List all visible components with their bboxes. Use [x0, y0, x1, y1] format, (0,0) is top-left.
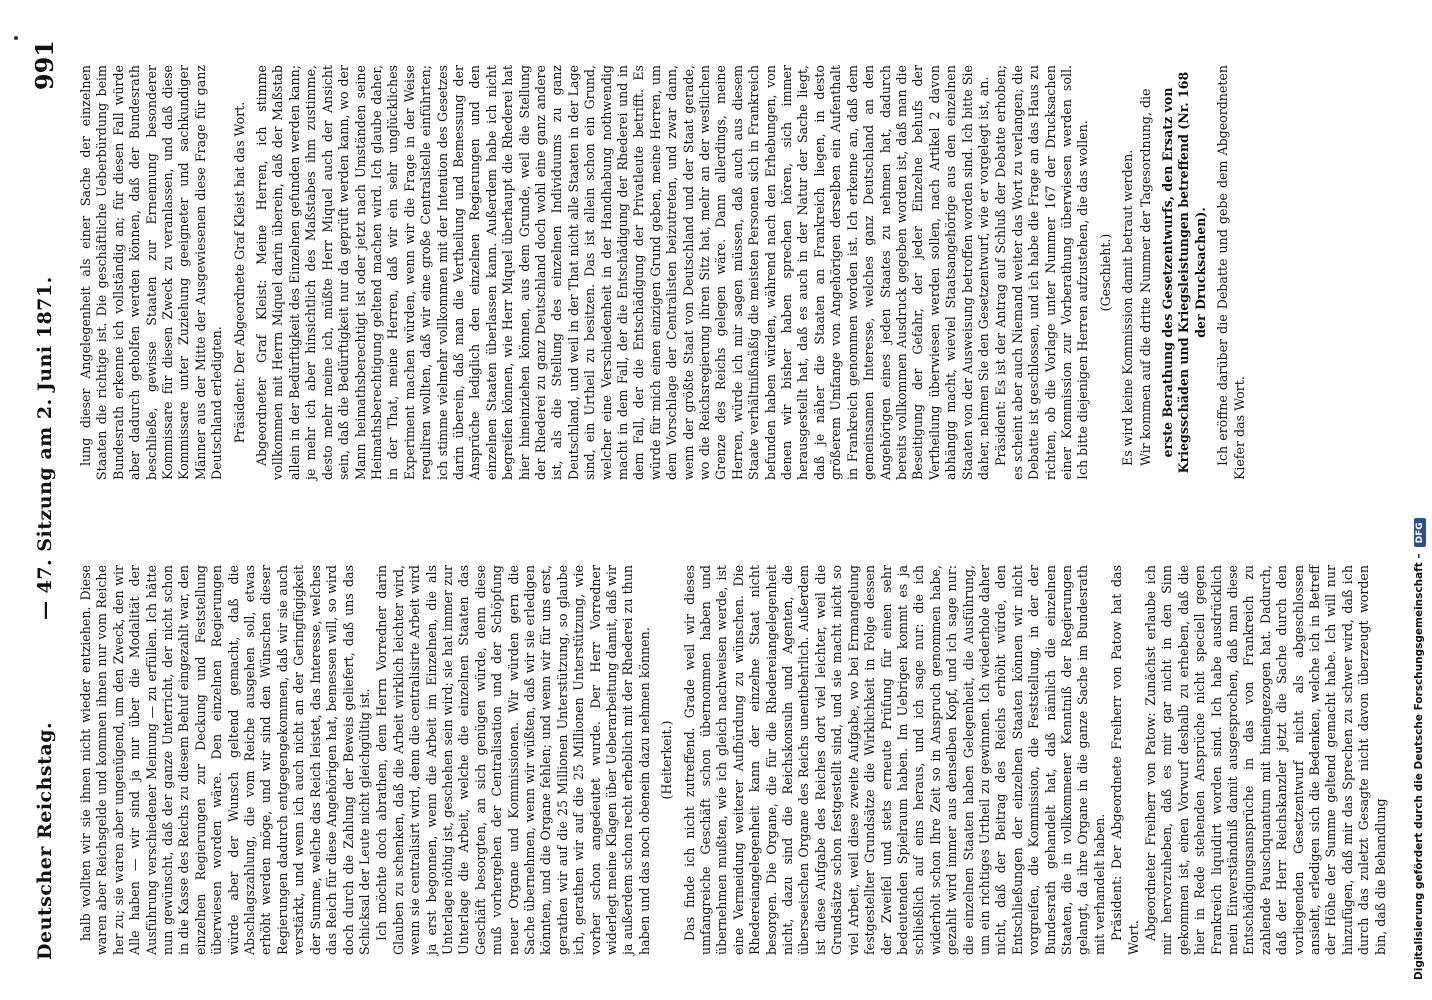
page-header [28, 40, 68, 960]
header-session: — 47. Sitzung am 2. Juni 1871. [34, 276, 56, 620]
paragraph: Ich eröffne darüber die Debatte und gebe dem Abgeordneten Kiefer das Wort. [1215, 65, 1247, 480]
paragraph-speaker: Präsident: Der Abgeordnete Graf Kleist hat das Wort. [231, 101, 247, 444]
paragraph: Ich möchte doch abrathen, dem Herrn Vorredner darin Glauben zu schenken, daß die Arbeit wirklich leichter wird, wenn sie centralisirt wird, denn die centralisirte Arbeit wird ja erst begonnen, wenn die Arbeit im Einzelnen, die als Unterlage nöthig ist, geschehen sein wird; sie hat immer zur Unterlage die Arbeit, welche die einzelnen Staaten das Geschäft besorgten, an sich genügen würde, denn diese muß vorhergehen der Centralisation und der Schöpfung neuer Organe und Kommissionen. Wir würden gern die Sache übernehmen, wenn wir wüßten, daß wir sie erledigen könnten, und die Organe fehlen; und wenn wir für uns erst, gerathen wir auf die 25 Millionen Unterstützung, so glaube ich, gerathen wir auf die 25 Millionen Unterstützung, wie vorher schon angedeutet wurde. Der Herr Vorredner widerlegt meine Klagen über Ueberarbeitung damit, daß wir ja außerdem schon recht erheblich mit der Rhederei zu thun haben und das noch obenein dazu nehmen können. [374, 565, 652, 955]
paragraph-speaker: Präsident: Es ist der Antrag auf Schluß der Debatte erhoben; es scheint aber auch Niemand weiter das Wort zu verlangen; die Debatte ist geschlossen, und ich habe die Frage an das Haus zu richten, ob die Vorlage unter Nummer 167 der Drucksachen einer Kommission zur Vorberathung überwiesen werden soll. Ich bitte diejenigen Herren aufzustehen, die das wollen. [993, 65, 1091, 480]
paragraph: lung dieser Angelegenheit als einer Sache der einzelnen Staaten die richtige ist. Die geschäftliche Ueberbürdung beim Bundesrath erkenne ich vollständig an; für diesen Fall würde aber dadurch geholfen werden können, daß der Bundesrath beschließe, gewisse Staaten zur Ernennung besonderer Kommissare für diesen Zweck zu veranlassen, und daß diese Kommissare unter Zuziehung geeigneter und sachkundiger Männer aus der Mitte der Ausgewiesenen diese Frage für ganz Deutschland erledigten. [78, 65, 225, 480]
digitization-credit [1413, 518, 1426, 980]
scan-speck [14, 36, 18, 40]
header-page-number: 991 [30, 40, 59, 91]
paragraph: halb wollten wir sie ihnen nicht wieder entziehen. Diese waren aber Reichsgelde und kommen ihnen nur vom Reiche her zu; sie waren aber ungenügend, um den Zweck, den wir Alle haben — wir sind ja nur über die Modalität der Ausführung verschiedener Meinung — zu erfüllen. Ich hätte nun gewünscht, daß der ganze Unterricht, der nicht schon in die Kasse des Reichs zu diesem Behuf eingezahlt war, den einzelnen Regierungen zur Deckung und Feststellung überwiesen worden wäre. Den einzelnen Regierungen würde aber der Wunsch geltend gemacht, daß die Abschlagszahlung, die vom Reiche ausgehen soll, etwas erhöht werden möge, und wir sind den Wünschen dieser Regierungen dadurch entgegengekommen, daß wir sie auch verstärkt, und wenn ich auch nicht an der Geringfügigkeit der Summe, welche das Reich leistet, das Interesse, welches das Reich für diese Angehörigen hat, bemessen will, so wird doch durch die Zahlung der Beweis geliefert, daß uns das Schicksal der Leute nicht gleichgültig ist. [78, 565, 372, 955]
text-column-left [78, 565, 1390, 955]
paragraph: Abgeordneter Graf Kleist: Meine Herren, ich stimme vollkommen mit Herrn Miquel darin überein, daß der Maßstab allein in der Bedürftigkeit des Einzelnen gefunden werden kann; je mehr ich aber hinsichtlich des Maßstabes ihm zustimme, desto mehr meine ich, müßte Herr Miquel auch der Ansicht sein, daß die Bedürftigkeit nur da geprüft werden kann, wo der Mann heimathsberechtigt ist oder jetzt nach Umständen seine Heimathsberechtigung geltend machen wird. Ich glaube daher, in der That, meine Herren, daß wir ein sehr unglückliches Experiment machen würden, wenn wir die Frage in der Weise reguliren wollten, daß wir eine große Centralstelle einführten; ich stimme vielmehr vollkommen mit der Intention des Gesetzes darin überein, daß man die Vertheilung und Bemessung der Ansprüche lediglich den einzelnen Regierungen und den einzelnen Staaten überlassen kann. Außerdem habe ich nicht begreifen können, wie Herr Miquel überhaupt die Rhederei hat hier hineinziehen können, aus dem Grunde, weil die Stellung der Rhederei zu ganz Deutschland doch wohl eine ganz andere ist, als die Stellung des einzelnen Individuums zu ganz Deutschland, und weil in der That nicht alle Staaten in der Lage sind, ein Urtheil zu besitzen. Das ist allein schon ein Grund, welcher eine Verschiedenheit in der Handhabung nothwendig macht in dem Fall, der die Entschädigung der Rhederei und in dem Fall, der die Entschädigung der Privatleute betrifft. Es würde für mich einen einzigen Grund geben, meine Herren, um dem Vorschlage der Centralisten beizutreten, und zwar dann, wenn der größte Staat von Deutschland und der Staat gerade, wo die Reichsregierung ihren Sitz hat, mehr an der westlichen Grenze des Reichs gelegen wäre. Dann allerdings, meine Herren, würde ich mir sagen müssen, daß auch aus diesem Staate verhältnißmäßig die meisten Personen sich in Frankreich befunden haben würden, während nach den Erhebungen, von denen wir bisher haben sprechen hören, sich immer herausgestellt hat, daß es auch in der Natur der Sache liegt, daß je näher die Staaten an Frankreich liegen, in desto größerem Umfange von Angehörigen derselben ein Aufenthalt in Frankreich genommen worden ist. Ich erkenne an, daß dem gemeinsamen Interesse, welches ganz Deutschland an den Angehörigen eines jeden Staates zu nehmen hat, dadurch bereits vollkommen Ausdruck gegeben worden ist, daß man die Beseitigung der Gefahr, der jeder Einzelne behufs der Vertheilung überwiesen werden sollen, nach Artikel 2 davon abhängig macht, wieviel Staatsangehörige aus den einzelnen Staaten von der Ausweisung betroffen worden sind. Ich bitte Sie daher, nehmen Sie den Gesetzentwurf, wie er vorgelegt ist, an. [254, 65, 991, 480]
paragraph: Wir kommen auf die dritte Nummer der Tagesordnung, die [1137, 88, 1153, 466]
paragraph: Abgeordneter Freiherr von Patow: Zunächst erlaube ich mir hervorzuheben, daß es mir gar nicht in den Sinn gekommen ist, einen Vorwurf deshalb zu erheben, daß die hier in Rede stehenden Ansprüche nicht speciell gegen Frankreich liquidirt worden sind. Ich habe ausdrücklich mein Einverständniß damit ausgesprochen, daß man diese Entschädigungsansprüche in das von Frankreich zu zahlende Pauschquantum mit hineingezogen hat. Dadurch, daß der Herr Reichskanzler jetzt die Sache durch den vorliegenden Gesetzentwurf nicht als abgeschlossen ansieht, erledigen sich die Bedenken, welche ich in Betreff der Höhe der Summe geltend gemacht habe. Ich will nur hinzufügen, daß mir das Sprechen zu schwer wird, daß ich durch das zuletzt Gesagte nicht davon überzeugt worden bin, daß die Behandlung [1143, 565, 1388, 955]
paragraph: Es wird keine Kommission damit betraut werden. [1120, 149, 1136, 466]
paragraph-interjection: (Heiterkeit.) [659, 720, 675, 800]
dfg-logo: DFG [1414, 518, 1426, 547]
paragraph-speaker: Präsident: Der Abgeordnete Freiherr von Patow hat das Wort. [1109, 565, 1141, 955]
agenda-heading: erste Berathung des Gesetzentwurfs, den Ersatz von Kriegsschäden und Kriegsleistungen betreffend (Nr. 168 der Drucksachen). [1160, 71, 1208, 474]
header-publication: Deutscher Reichstag. [34, 721, 56, 960]
paragraph: Das finde ich nicht zutreffend. Grade weil wir dieses umfangreiche Geschäft schon übernommen haben und übernehmen mußten, wie ich gleich nachweisen werde, ist eine Vermeidung weiterer Aufbürdung zu wünschen. Die Rhedereiangelegenheit kann der einzelne Staat nicht besorgen. Die Organe, die für die Rhedereiangelegenheit nicht, dazu sind die Reichskonsuln und Agenten, die überseeischen Organe des Reichs unentbehrlich. Außerdem ist diese Aufgabe des Reiches dort viel leichter, weil die Grundsätze schon festgestellt sind, und sie macht nicht so viel Arbeit, weil diese zweite Aufgabe, wo bei Ermangelung festgestellter Grundsätze die Wirklichkeit in Folge dessen der Zweifel und stets erneute Prüfung für einen sehr bedeutenden Spielraum haben. Im Uebrigen kommt es ja schließlich auf eins heraus, und ich sage nur: die ich widerholt schon Ihre Zeit so in Anspruch genommen habe, gezahlt wird immer aus denselben Kopf, und ich sage nur: die einzelnen Staaten haben Gelegenheit, die Ausführung, um ein richtiges Urtheil zu gewinnen. Ich wiederhole daher nicht, daß der Beitrag des Reichs erhöht würde, den Entschließungen der einzelnen Staaten können wir nicht vorgreifen, die Kommission, die Feststellung, in der der Bundesrath gehandelt hat, daß nämlich die einzelnen Staaten, die in vollkommener Kenntniß der Regierungen gelangt, da ihre Organe in die ganze Sache im Bundesrath mit verhandelt haben. [681, 565, 1107, 955]
paragraph-interjection: (Geschieht.) [1097, 233, 1113, 312]
credit-text: Digitalisierung gefördert durch die Deutsche Forschungsgemeinschaft – [1413, 553, 1425, 980]
text-column-right [78, 65, 1249, 480]
